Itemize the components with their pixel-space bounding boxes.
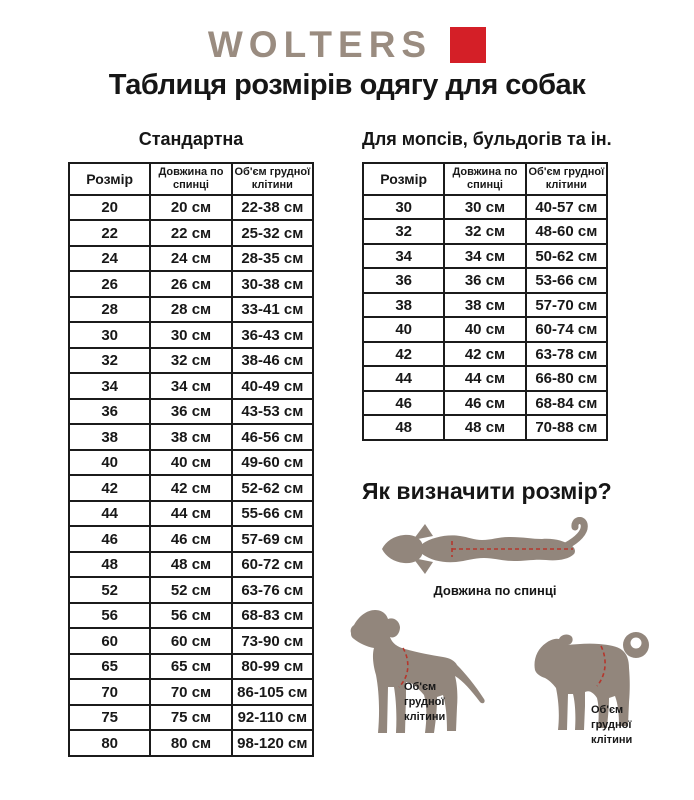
table-row	[363, 244, 607, 269]
table-body	[69, 195, 313, 756]
table-cell: 70-88 см	[526, 415, 607, 440]
table-cell: 55-66 см	[232, 501, 313, 527]
table-cell: 22	[69, 220, 150, 246]
table-cell: 73-90 см	[232, 628, 313, 654]
page-title: Таблиця розмірів одягу для собак	[108, 69, 586, 101]
table-cell: 20	[69, 195, 150, 221]
column-header: Довжина по спинці	[444, 163, 525, 195]
table-cell: 52-62 см	[232, 475, 313, 501]
table-row	[69, 271, 313, 297]
column-header: Об'єм грудної клітини	[232, 163, 313, 195]
table-head	[69, 163, 313, 195]
table-head	[363, 163, 607, 195]
chest-girth-label: Об'єм грудної клітини	[404, 681, 446, 723]
table-cell: 68-83 см	[232, 603, 313, 629]
table-cell: 68-84 см	[526, 391, 607, 416]
logo-text: WOLTERS	[207, 24, 433, 65]
table-cell: 32 см	[150, 348, 231, 374]
table-cell: 46 см	[150, 526, 231, 552]
table-cell: 30 см	[150, 322, 231, 348]
table-cell: 28 см	[150, 297, 231, 323]
table-cell: 32	[69, 348, 150, 374]
table-cell: 65 см	[150, 654, 231, 680]
table-cell: 75	[69, 705, 150, 731]
table-cell: 46 см	[444, 391, 525, 416]
table-cell: 70	[69, 679, 150, 705]
table-cell: 56	[69, 603, 150, 629]
table-cell: 52	[69, 577, 150, 603]
table-row	[69, 552, 313, 578]
header-row	[69, 163, 313, 195]
table-row	[69, 730, 313, 756]
table-cell: 44	[363, 366, 444, 391]
column-header: Довжина по спинці	[150, 163, 231, 195]
table-row	[69, 348, 313, 374]
table-cell: 50-62 см	[526, 244, 607, 269]
table-cell: 36 см	[150, 399, 231, 425]
table-cell: 57-69 см	[232, 526, 313, 552]
table-cell: 20 см	[150, 195, 231, 221]
table-row	[69, 501, 313, 527]
table-cell: 46	[363, 391, 444, 416]
table-row	[363, 195, 607, 220]
bulldog-size-table	[362, 162, 608, 441]
table-cell: 60-74 см	[526, 317, 607, 342]
table-cell: 75 см	[150, 705, 231, 731]
column-header: Розмір	[363, 163, 444, 195]
table-cell: 48	[363, 415, 444, 440]
table-row	[69, 603, 313, 629]
table-cell: 22-38 см	[232, 195, 313, 221]
bulldog-table-heading: Для мопсів, бульдогів та ін.	[362, 129, 612, 149]
table-cell: 98-120 см	[232, 730, 313, 756]
table-cell: 43-53 см	[232, 399, 313, 425]
table-row	[69, 195, 313, 221]
table-cell: 66-80 см	[526, 366, 607, 391]
table-cell: 40-49 см	[232, 373, 313, 399]
table-cell: 42	[69, 475, 150, 501]
table-cell: 40 см	[444, 317, 525, 342]
table-cell: 60	[69, 628, 150, 654]
column-header: Об'єм грудної клітини	[526, 163, 607, 195]
table-cell: 30	[69, 322, 150, 348]
table-row	[363, 415, 607, 440]
table-row	[363, 219, 607, 244]
table-cell: 36	[69, 399, 150, 425]
table-row	[69, 297, 313, 323]
table-cell: 38 см	[150, 424, 231, 450]
table-cell: 60-72 см	[232, 552, 313, 578]
table-row	[69, 220, 313, 246]
table-row	[363, 342, 607, 367]
table-cell: 38 см	[444, 293, 525, 318]
table-cell: 38	[363, 293, 444, 318]
table-cell: 65	[69, 654, 150, 680]
table-cell: 48-60 см	[526, 219, 607, 244]
side-view-dogs-row	[347, 603, 681, 746]
table-row	[363, 366, 607, 391]
brand-logo	[0, 26, 694, 63]
table-cell: 26 см	[150, 271, 231, 297]
bulldog-size-table-section	[362, 128, 612, 441]
table-cell: 63-76 см	[232, 577, 313, 603]
table-cell: 49-60 см	[232, 450, 313, 476]
table-cell: 25-32 см	[232, 220, 313, 246]
table-cell: 34	[69, 373, 150, 399]
table-row	[69, 450, 313, 476]
table-cell: 60 см	[150, 628, 231, 654]
table-row	[69, 679, 313, 705]
table-cell: 26	[69, 271, 150, 297]
table-row	[69, 475, 313, 501]
table-cell: 32	[363, 219, 444, 244]
dog-top-view-illustration	[380, 517, 610, 581]
standard-table-heading: Стандартна	[138, 129, 244, 149]
table-cell: 42 см	[150, 475, 231, 501]
table-cell: 36 см	[444, 268, 525, 293]
chest-girth-label: Об'єм грудної клітини	[591, 704, 633, 746]
table-body	[363, 195, 607, 440]
table-cell: 44	[69, 501, 150, 527]
table-cell: 30	[363, 195, 444, 220]
table-cell: 52 см	[150, 577, 231, 603]
table-cell: 34 см	[444, 244, 525, 269]
table-cell: 48	[69, 552, 150, 578]
table-cell: 53-66 см	[526, 268, 607, 293]
table-cell: 46-56 см	[232, 424, 313, 450]
table-cell: 38	[69, 424, 150, 450]
table-cell: 28-35 см	[232, 246, 313, 272]
table-cell: 80 см	[150, 730, 231, 756]
table-row	[69, 424, 313, 450]
table-cell: 30 см	[444, 195, 525, 220]
how-to-measure-section	[347, 478, 681, 746]
table-cell: 22 см	[150, 220, 231, 246]
table-cell: 48 см	[150, 552, 231, 578]
table-cell: 24 см	[150, 246, 231, 272]
table-row	[363, 317, 607, 342]
table-row	[69, 399, 313, 425]
table-cell: 70 см	[150, 679, 231, 705]
table-cell: 56 см	[150, 603, 231, 629]
table-cell: 36	[363, 268, 444, 293]
table-cell: 36-43 см	[232, 322, 313, 348]
standard-size-table-section	[68, 128, 314, 757]
table-cell: 86-105 см	[232, 679, 313, 705]
table-cell: 40-57 см	[526, 195, 607, 220]
table-cell: 40	[363, 317, 444, 342]
table-row	[69, 577, 313, 603]
table-cell: 48 см	[444, 415, 525, 440]
table-cell: 24	[69, 246, 150, 272]
table-cell: 92-110 см	[232, 705, 313, 731]
back-length-label: Довжина по спинці	[433, 583, 557, 598]
table-cell: 34	[363, 244, 444, 269]
table-row	[69, 373, 313, 399]
table-row	[69, 322, 313, 348]
standard-size-table	[68, 162, 314, 757]
table-cell: 80	[69, 730, 150, 756]
dog-top-view-icon	[380, 517, 610, 581]
table-row	[69, 526, 313, 552]
table-cell: 46	[69, 526, 150, 552]
table-cell: 30-38 см	[232, 271, 313, 297]
logo-red-square-mark	[450, 27, 486, 63]
table-row	[69, 654, 313, 680]
table-cell: 57-70 см	[526, 293, 607, 318]
table-cell: 32 см	[444, 219, 525, 244]
table-cell: 34 см	[150, 373, 231, 399]
table-row	[363, 293, 607, 318]
table-cell: 28	[69, 297, 150, 323]
table-cell: 63-78 см	[526, 342, 607, 367]
table-row	[363, 391, 607, 416]
how-to-heading: Як визначити розмір?	[362, 478, 612, 504]
header-row	[363, 163, 607, 195]
table-cell: 40 см	[150, 450, 231, 476]
table-cell: 38-46 см	[232, 348, 313, 374]
table-cell: 40	[69, 450, 150, 476]
table-cell: 44 см	[150, 501, 231, 527]
table-cell: 33-41 см	[232, 297, 313, 323]
table-row	[69, 705, 313, 731]
table-cell: 44 см	[444, 366, 525, 391]
table-row	[69, 246, 313, 272]
column-header: Розмір	[69, 163, 150, 195]
table-row	[69, 628, 313, 654]
table-cell: 42 см	[444, 342, 525, 367]
table-cell: 42	[363, 342, 444, 367]
table-cell: 80-99 см	[232, 654, 313, 680]
table-row	[363, 268, 607, 293]
